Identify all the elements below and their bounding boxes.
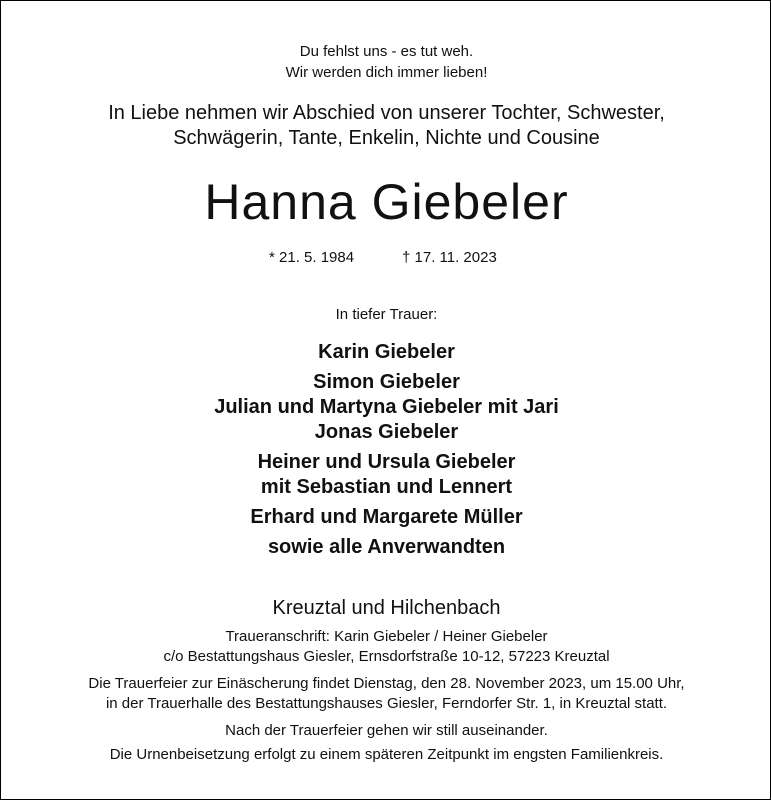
- intro-line-2: Schwägerin, Tante, Enkelin, Nichte und Cousine: [173, 127, 600, 149]
- after-ceremony-note: Nach der Trauerfeier gehen wir still auseinander.: [225, 722, 548, 739]
- intro-line-1: In Liebe nehmen wir Abschied von unserer Tochter, Schwester,: [108, 102, 665, 124]
- mourner-5: Heiner und Ursula Giebeler: [257, 451, 516, 473]
- motto-line-2: Wir werden dich immer lieben!: [285, 64, 488, 81]
- burial-note: Die Urnenbeisetzung erfolgt zu einem späteren Zeitpunkt im engsten Familienkreis.: [109, 746, 664, 763]
- mourner-6: mit Sebastian und Lennert: [260, 476, 513, 498]
- place: Kreuztal und Hilchenbach: [272, 597, 501, 619]
- birth-date: * 21. 5. 1984: [269, 249, 355, 266]
- ceremony-line-1: Die Trauerfeier zur Einäscherung findet Dienstag, den 28. November 2023, um 15.00 Uhr,: [88, 675, 685, 692]
- address-line-1: Traueranschrift: Karin Giebeler / Heiner Giebeler: [225, 628, 548, 645]
- mourner-1: Karin Giebeler: [318, 341, 455, 363]
- mourner-3: Julian und Martyna Giebeler mit Jari: [214, 396, 559, 418]
- mourner-2: Simon Giebeler: [313, 371, 460, 393]
- mourning-label: In tiefer Trauer:: [335, 306, 438, 323]
- ceremony-line-2: in der Trauerhalle des Bestattungshauses Giesler, Ferndorfer Str. 1, in Kreuztal statt.: [105, 695, 668, 712]
- mourner-7: Erhard und Margarete Müller: [250, 506, 523, 528]
- mourner-4: Jonas Giebeler: [314, 421, 459, 443]
- address-line-2: c/o Bestattungshaus Giesler, Ernsdorfstraße 10-12, 57223 Kreuztal: [163, 648, 610, 665]
- mourner-8: sowie alle Anverwandten: [267, 536, 506, 558]
- death-date: † 17. 11. 2023: [402, 249, 497, 266]
- motto-line-1: Du fehlst uns - es tut weh.: [299, 43, 474, 60]
- deceased-name: Hanna Giebeler: [204, 174, 569, 230]
